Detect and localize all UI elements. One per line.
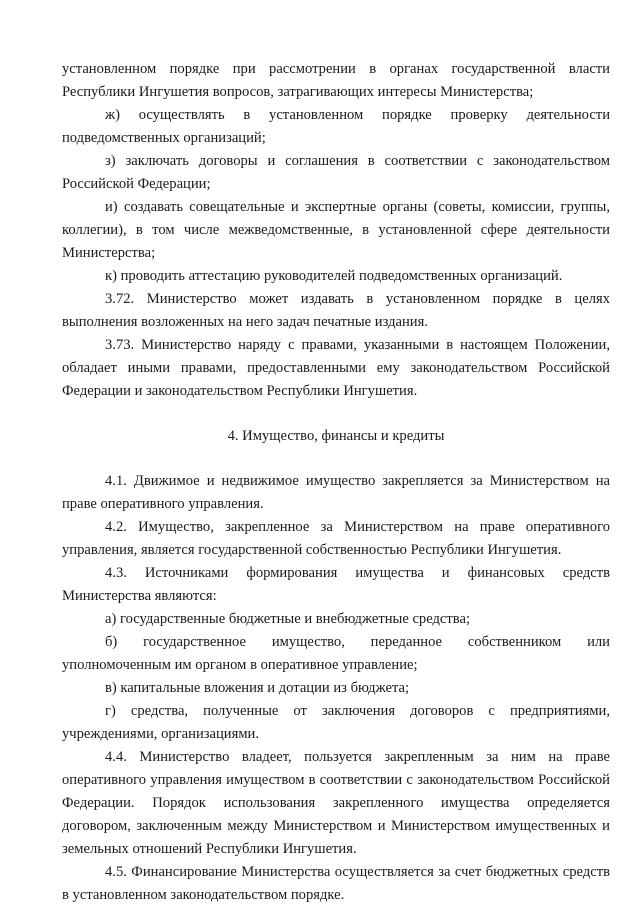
paragraph-item-zh: ж) осуществлять в установленном порядке проверку деятельности подведомственных организаций; bbox=[62, 107, 610, 146]
paragraph-4-1: 4.1. Движимое и недвижимое имущество закрепляется за Министерством на праве оперативного управления. bbox=[62, 473, 610, 512]
document-page bbox=[62, 58, 610, 907]
paragraph-item-z: з) заключать договоры и соглашения в соответствии с законодательством Российской Федерации; bbox=[62, 153, 610, 192]
paragraph-4-3-g: г) средства, полученные от заключения договоров с предприятиями, учреждениями, организациями. bbox=[62, 703, 610, 742]
paragraph-4-5: 4.5. Финансирование Министерства осуществляется за счет бюджетных средств в установленном законодательством порядке. bbox=[62, 864, 610, 903]
paragraph-4-3-v: в) капитальные вложения и дотации из бюджета; bbox=[105, 680, 410, 696]
paragraph-4-4: 4.4. Министерство владеет, пользуется закрепленным за ним на праве оперативного управления имуществом в соответствии с законодательством Российской Федерации. Порядок использования закрепленного имущества определяется договором, заключенным между Министерством и Министерством имущественных и земельных отношений Республики Ингушетия. bbox=[62, 749, 610, 857]
spacer bbox=[62, 448, 610, 470]
paragraph-4-3-b: б) государственное имущество, переданное собственником или уполномоченным им органом в оперативное управление; bbox=[62, 634, 610, 673]
paragraph-4-3: 4.3. Источниками формирования имущества и финансовых средств Министерства являются: bbox=[62, 565, 610, 604]
paragraph-item-i: и) создавать совещательные и экспертные органы (советы, комиссии, группы, коллегии), в том числе межведомственные, в установленной сфере деятельности Министерства; bbox=[62, 199, 610, 261]
paragraph-item-k: к) проводить аттестацию руководителей подведомственных организаций. bbox=[105, 268, 563, 284]
spacer bbox=[62, 403, 610, 425]
paragraph-continuation: установленном порядке при рассмотрении в органах государственной власти Республики Ингушетия вопросов, затрагивающих интересы Министерства; bbox=[62, 61, 610, 100]
paragraph-3-73: 3.73. Министерство наряду с правами, указанными в настоящем Положении, обладает иными правами, предоставленными ему законодательством Российской Федерации и законодательством Республики Ингушетия. bbox=[62, 337, 610, 399]
paragraph-4-2: 4.2. Имущество, закрепленное за Министерством на праве оперативного управления, является государственной собственностью Республики Ингушетия. bbox=[62, 519, 610, 558]
section-heading: 4. Имущество, финансы и кредиты bbox=[227, 428, 445, 444]
paragraph-4-3-a: а) государственные бюджетные и внебюджетные средства; bbox=[105, 611, 471, 627]
paragraph-3-72: 3.72. Министерство может издавать в установленном порядке в целях выполнения возложенных на него задач печатные издания. bbox=[62, 291, 610, 330]
